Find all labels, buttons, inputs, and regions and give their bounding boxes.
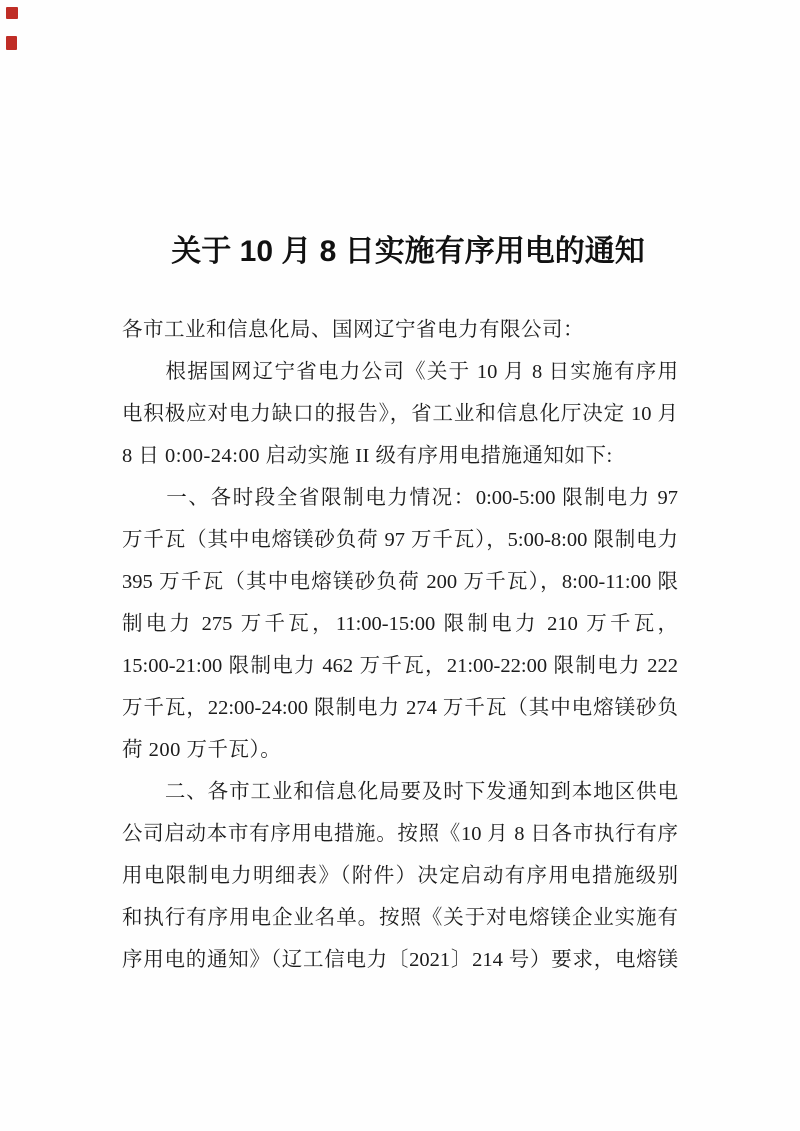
text-line: 制电力 275 万千瓦，11:00-15:00 限制电力 210 万千瓦， — [122, 613, 678, 635]
document-body — [122, 309, 678, 981]
red-mark — [6, 36, 17, 50]
text-line: 万千瓦，22:00-24:00 限制电力 274 万千瓦（其中电熔镁砂负 — [122, 697, 678, 719]
text-line: 二、各市工业和信息化局要及时下发通知到本地区供电 — [122, 781, 678, 803]
text-line: 公司启动本市有序用电措施。按照《10 月 8 日各市执行有序 — [122, 823, 678, 845]
text-line: 395 万千瓦（其中电熔镁砂负荷 200 万千瓦），8:00-11:00 限 — [122, 571, 678, 593]
text-line: 15:00-21:00 限制电力 462 万千瓦，21:00-22:00 限制电力 222 — [122, 655, 678, 677]
text-line: 根据国网辽宁省电力公司《关于 10 月 8 日实施有序用 — [122, 361, 678, 383]
text-line: 各市工业和信息化局、国网辽宁省电力有限公司： — [122, 319, 584, 341]
text-line: 一、各时段全省限制电力情况：0:00-5:00 限制电力 97 — [122, 487, 678, 509]
text-line: 8 日 0:00-24:00 启动实施 II 级有序用电措施通知如下: — [122, 445, 613, 467]
red-mark — [6, 7, 18, 19]
document-content — [122, 0, 678, 981]
text-line: 万千瓦（其中电熔镁砂负荷 97 万千瓦），5:00-8:00 限制电力 — [122, 529, 678, 551]
document-title: 关于 10 月 8 日实施有序用电的通知 — [171, 235, 645, 268]
text-line: 用电限制电力明细表》（附件）决定启动有序用电措施级别 — [122, 865, 678, 887]
text-line: 电积极应对电力缺口的报告》，省工业和信息化厅决定 10 月 — [122, 403, 678, 425]
text-line: 荷 200 万千瓦）。 — [122, 739, 282, 761]
text-line: 序用电的通知》（辽工信电力〔2021〕214 号）要求，电熔镁 — [122, 949, 678, 971]
text-line: 和执行有序用电企业名单。按照《关于对电熔镁企业实施有 — [122, 907, 678, 929]
